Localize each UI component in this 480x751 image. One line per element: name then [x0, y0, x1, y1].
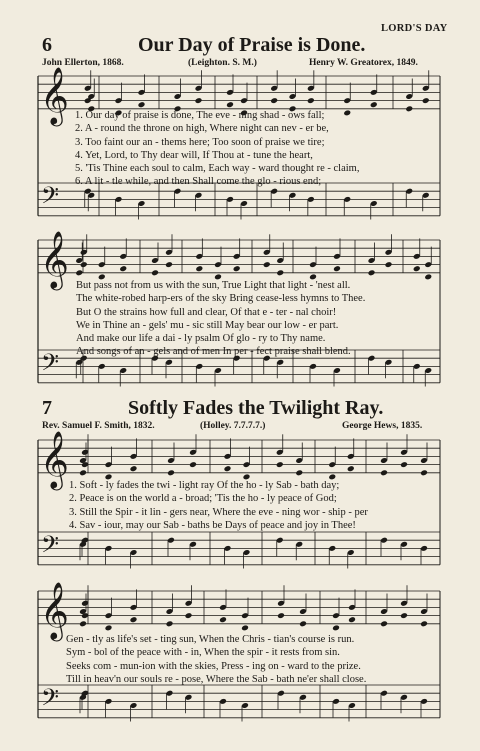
note-head — [422, 97, 430, 104]
lyric-line: 1. Soft - ly fades the twi - light ray Of the ho - ly Sab - bath day; — [69, 480, 340, 491]
note-head — [233, 265, 241, 272]
hymn-7-composer: George Hews, 1835. — [342, 421, 423, 431]
note-head — [380, 469, 388, 476]
note-head — [189, 461, 197, 468]
note-head — [79, 620, 87, 627]
note-head — [348, 616, 356, 623]
hymn-7-title: Softly Fades the Twilight Ray. — [128, 397, 384, 419]
note-head — [347, 465, 355, 472]
hymn-7-verses-b — [66, 633, 440, 686]
note-head — [219, 616, 227, 623]
lyric-line: But O the strains how full and clear, Of that e - ter - nal choir! — [76, 306, 337, 318]
note-head — [195, 97, 203, 104]
lyric-line: But pass not from us with the sun, True Light that light - 'nest all. — [76, 280, 351, 291]
note-head — [105, 625, 113, 632]
section-label: LORD'S DAY — [381, 23, 448, 34]
lyric-line: 1. Our day of praise is done, The eve - ning shad - ows fall; — [75, 110, 325, 121]
note-head — [276, 461, 284, 468]
lyric-line: And make our life a dai - ly psalm Of glo - ry to Thy name. — [76, 333, 326, 345]
lyric-line: 2. A - round the throne on high, Where night can nev - er be, — [75, 123, 329, 135]
hymn-6-verses-a — [75, 109, 439, 189]
hymn6-system2-treble-clef-icon: 𝄞 — [40, 229, 70, 288]
lyric-line: Gen - tly as life's set - ting sun, When the Chris - tian's course is run. — [66, 634, 355, 645]
note-head — [368, 269, 376, 276]
lyric-line: 3. Too faint our an - thems here; Too soon of praise we tire; — [75, 136, 325, 148]
note-head — [420, 469, 428, 476]
hymn7-system1-bass-clef-icon: 𝄢 — [41, 530, 59, 564]
note-head — [75, 269, 83, 276]
lyric-line: Sym - bol of the peace with - in, When the spir - it rests from sin. — [66, 647, 340, 659]
note-head — [185, 612, 193, 619]
note-head — [138, 101, 146, 108]
note-head — [119, 265, 127, 272]
lyric-line: Till in heav'n our souls re - pose, Where the Sab - bath ne'er shall close. — [66, 673, 367, 685]
note-head — [420, 620, 428, 627]
note-head — [165, 261, 173, 268]
lyric-line: 5. 'Tis Thine each soul to calm, Each way - ward thought re - claim, — [75, 163, 360, 175]
note-head — [400, 461, 408, 468]
note-head — [307, 97, 315, 104]
note-head — [226, 101, 234, 108]
note-head — [332, 625, 340, 632]
hymn-6-tune: (Leighton. S. M.) — [188, 58, 257, 68]
hymn7-system2-treble-clef-icon: 𝄞 — [40, 580, 70, 639]
lyric-line: Seeks com - mun-ion with the skies, Press - ing on - ward to the prize. — [66, 660, 361, 672]
hymn-7-verses-a — [69, 479, 441, 532]
lyric-line: 4. Yet, Lord, to Thy dear will, If Thou at - tune the heart, — [75, 149, 313, 161]
lyric-line: 3. Still the Spir - it lin - gers near, Where the eve - ning wor - ship - per — [69, 506, 368, 518]
note-head — [276, 269, 284, 276]
hymn-6-author: John Ellerton, 1868. — [42, 58, 124, 68]
note-head — [130, 465, 138, 472]
hymn-6-number: 6 — [42, 34, 52, 56]
hymn-7-author: Rev. Samuel F. Smith, 1832. — [42, 421, 155, 431]
note-head — [380, 620, 388, 627]
hymn6-system1-treble-clef-icon: 𝄞 — [40, 65, 70, 124]
note-head — [413, 265, 421, 272]
lyric-line: The white-robed harp-ers of the sky Bring cease-less hymns to Thee. — [76, 293, 366, 305]
lyric-line: 2. Peace is on the world a - broad; 'Tis the ho - ly peace of God; — [69, 493, 337, 505]
hymn6-system1-bass-clef-icon: 𝄢 — [41, 181, 59, 215]
note-head — [400, 612, 408, 619]
note-head — [79, 469, 87, 476]
note-head — [370, 101, 378, 108]
note-head — [270, 97, 278, 104]
note-head — [195, 265, 203, 272]
note-head — [277, 612, 285, 619]
note-head — [333, 265, 341, 272]
lyric-line: 6. A lit - tle while, and then Shall come the glo - rious end; — [75, 176, 322, 188]
note-head — [130, 616, 138, 623]
note-head — [263, 261, 271, 268]
note-head — [224, 465, 232, 472]
hymn7-system1-treble-clef-icon: 𝄞 — [40, 429, 70, 488]
hymn-6-title: Our Day of Praise is Done. — [138, 34, 366, 56]
note-head — [167, 469, 175, 476]
lyric-line: 4. Sav - iour, may our Sab - baths be Days of peace and joy in Thee! — [69, 519, 356, 531]
lyric-line: We in Thine an - gels' mu - sic still May bear our low - er part. — [76, 319, 339, 331]
lyric-line: And songs of an - gels and of men In per - fect praise shall blend. — [76, 346, 351, 358]
note-head — [385, 261, 393, 268]
hymn7-system2-bass-clef-icon: 𝄢 — [41, 683, 59, 717]
note-head — [151, 269, 159, 276]
hymn-6-composer: Henry W. Greatorex, 1849. — [309, 58, 418, 68]
note-head — [241, 625, 249, 632]
note-head — [295, 469, 303, 476]
note-head — [299, 620, 307, 627]
hymn-7-number: 7 — [42, 397, 52, 419]
hymn-7-tune: (Holley. 7.7.7.7.) — [200, 421, 266, 431]
hymn-6-verses-b — [76, 279, 440, 359]
note-head — [166, 620, 174, 627]
hymn6-system2-bass-clef-icon: 𝄢 — [41, 348, 59, 382]
